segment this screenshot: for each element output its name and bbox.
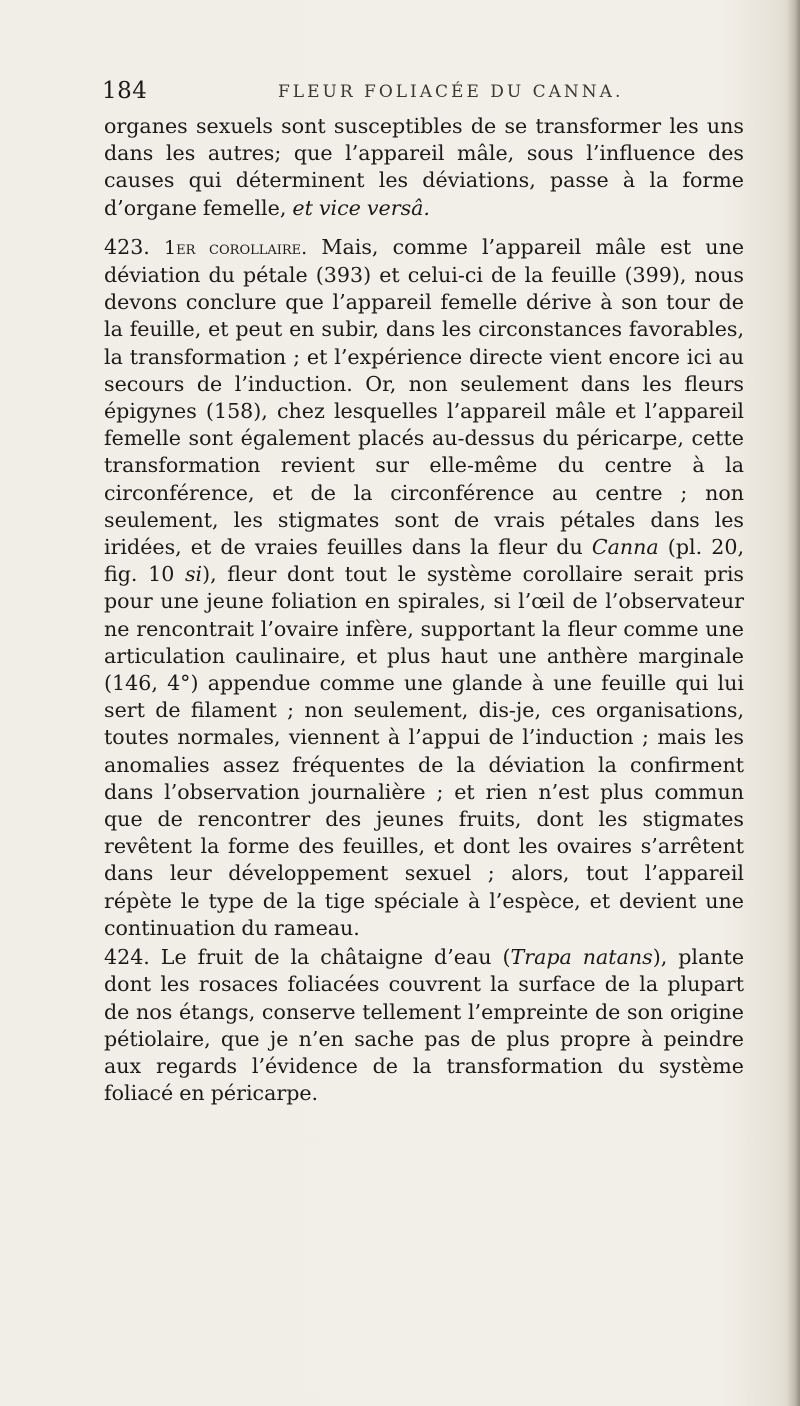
paragraph-text: Mais, comme l’appareil mâle est une déviation du pétale (393) et celui-ci de la feuille (399), nous devons conclure que l’appareil femelle dérive à son tour de la feuille, et peut en subir, dans les circonstances favorables, la transformation ; et l’expérience directe vient encore ici au secours de l’induction. Or, non seulement dans les fleurs épigynes (158), chez lesquelles l’appareil mâle et l’appareil femelle sont également placés au-dessus du péricarpe, cette transformation revient sur elle-même du centre à la circonférence, et de la circonférence au centre ; non seulement, les stigmates sont de vrais pétales dans les iridées, et de vraies feuilles dans la fleur du	[104, 234, 745, 560]
italic-phrase: et vice versâ.	[292, 195, 430, 220]
running-title: FLEUR FOLIACÉE DU CANNA.	[278, 82, 624, 102]
corollary-label: 1er corollaire.	[164, 236, 308, 259]
paragraph-text: organes sexuels sont susceptibles de se transformer les uns dans les autres; que l’appareil mâle, sous l’influence des causes qui déterminent les déviations, passe à la forme d’organe femelle,	[104, 114, 744, 220]
italic-species: Trapa natans	[510, 945, 653, 970]
paragraph-423	[104, 234, 744, 942]
page-header	[102, 78, 742, 108]
page-edge-shadow	[786, 0, 800, 1406]
paragraph-424	[104, 944, 744, 1107]
italic-genus: Canna	[591, 535, 659, 560]
paragraph-continuation	[104, 113, 744, 222]
body-text	[104, 113, 744, 1107]
paragraph-text: 424. Le fruit de la châtaigne d’eau (	[104, 945, 511, 970]
paragraph-text: (pl. 20, fig. 10	[104, 535, 744, 587]
paragraph-text: ), fleur dont tout le système corollaire serait pris pour une jeune foliation en spirales, si l’œil de l’observateur ne rencontrait l’ovaire infère, supportant la fleur comme une articulation caulinaire, et plus haut une anthère marginale (146, 4°) appendue comme une glande à une feuille qui lui sert de filament ; non seulement, dis-je, ces organisations, toutes normales, viennent à l’appui de l’induction ; mais les anomalies assez fréquentes de la déviation la confirment dans l’observation journalière ; et rien n’est plus commun que de rencontrer des jeunes fruits, dont les stigmates revêtent la forme des feuilles, et dont les ovaires s’arrêtent dans leur développement sexuel ; alors, tout l’appareil répète le type de la tige spéciale à l’espèce, et devient une continuation du rameau.	[104, 562, 744, 940]
paragraph-text: ), plante dont les rosaces foliacées couvrent la surface de la plupart de nos étangs, conserve tellement l’empreinte de son origine pétiolaire, que je n’en sache pas de plus propre à peindre aux regards l’évidence de la transformation du système foliacé en péricarpe.	[104, 945, 745, 1106]
paragraph-number: 423.	[104, 234, 150, 259]
italic-figure-ref: si	[184, 562, 203, 587]
page-number: 184	[102, 78, 148, 104]
